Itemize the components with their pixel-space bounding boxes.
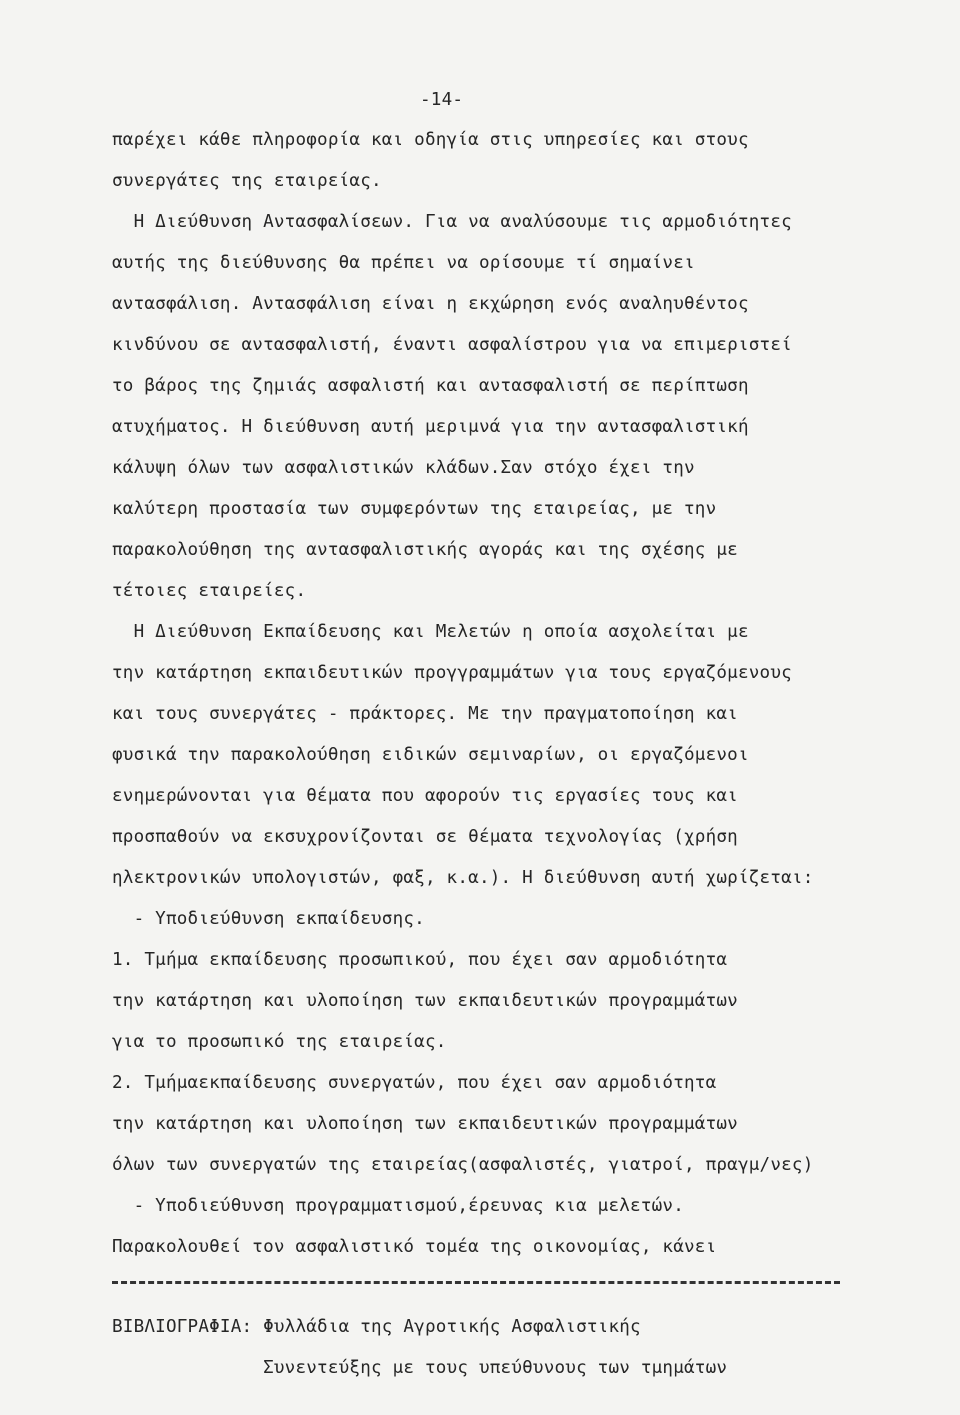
- text-line: κινδύνου σε αντασφαλιστή, έναντι ασφαλίστρου για να επιμεριστεί: [112, 335, 792, 355]
- text-line: την κατάρτηση εκπαιδευτικών προγγραμμάτων για τους εργαζόμενους: [112, 663, 792, 683]
- page-number: -14-: [420, 90, 464, 110]
- text-line: και τους συνεργάτες - πράκτορες. Με την πραγματοποίηση και: [112, 704, 738, 724]
- text-line: - Υποδιεύθυνση προγραμματισμού,έρευνας κια μελετών.: [112, 1196, 684, 1216]
- text-line: - Υποδιεύθυνση εκπαίδευσης.: [112, 909, 425, 929]
- text-line: ηλεκτρονικών υπολογιστών, φαξ, κ.α.). Η διεύθυνση αυτή χωρίζεται:: [112, 868, 814, 888]
- text-line: όλων των συνεργατών της εταιρείας(ασφαλιστές, γιατροί, πραγμ/νες): [112, 1155, 814, 1175]
- text-line: κάλυψη όλων των ασφαλιστικών κλάδων.Σαν στόχο έχει την: [112, 458, 695, 478]
- text-line: τέτοιες εταιρείες.: [112, 581, 307, 601]
- text-line: προσπαθούν να εκσυχρονίζονται σε θέματα τεχνολογίας (χρήση: [112, 827, 738, 847]
- text-line: 2. Τμήμαεκπαίδευσης συνεργατών, που έχει σαν αρμοδιότητα: [112, 1073, 717, 1093]
- text-line: συνεργάτες της εταιρείας.: [112, 171, 382, 191]
- bibliography-line: Συνεντεύξης με τους υπεύθυνους των τμημάτων: [112, 1358, 728, 1378]
- text-line: Η Διεύθυνση Εκπαίδευσης και Μελετών η οποία ασχολείται με: [112, 622, 749, 642]
- text-line: ενημερώνονται για θέματα που αφορούν τις εργασίες τους και: [112, 786, 738, 806]
- text-line: Η Διεύθυνση Αντασφαλίσεων. Για να αναλύσουμε τις αρμοδιότητες: [112, 212, 792, 232]
- text-line: την κατάρτηση και υλοποίηση των εκπαιδευτικών προγραμμάτων: [112, 991, 738, 1011]
- text-line: αυτής της διεύθυνσης θα πρέπει να ορίσουμε τί σημαίνει: [112, 253, 695, 273]
- text-line: 1. Τμήμα εκπαίδευσης προσωπικού, που έχει σαν αρμοδιότητα: [112, 950, 728, 970]
- text-line: ατυχήματος. Η διεύθυνση αυτή μεριμνά για την αντασφαλιστική: [112, 417, 749, 437]
- text-line: αντασφάλιση. Αντασφάλιση είναι η εκχώρηση ενός αναληυθέντος: [112, 294, 749, 314]
- text-line: καλύτερη προστασία των συμφερόντων της εταιρείας, με την: [112, 499, 717, 519]
- text-line: Παρακολουθεί τον ασφαλιστικό τομέα της οικονομίας, κάνει: [112, 1237, 717, 1257]
- dashed-separator: [112, 1281, 840, 1284]
- bibliography-line: ΒΙΒΛΙΟΓΡΑΦΙΑ: Φυλλάδια της Αγροτικής Ασφαλιστικής: [112, 1317, 641, 1337]
- text-line: παρακολούθηση της αντασφαλιστικής αγοράς και της σχέσης με: [112, 540, 738, 560]
- text-line: το βάρος της ζημιάς ασφαλιστή και αντασφαλιστή σε περίπτωση: [112, 376, 749, 396]
- text-line: φυσικά την παρακολούθηση ειδικών σεμιναρίων, οι εργαζόμενοι: [112, 745, 749, 765]
- text-line: για το προσωπικό της εταιρείας.: [112, 1032, 447, 1052]
- text-line: παρέχει κάθε πληροφορία και οδηγία στις υπηρεσίες και στους: [112, 130, 749, 150]
- text-line: την κατάρτηση και υλοποίηση των εκπαιδευτικών προγραμμάτων: [112, 1114, 738, 1134]
